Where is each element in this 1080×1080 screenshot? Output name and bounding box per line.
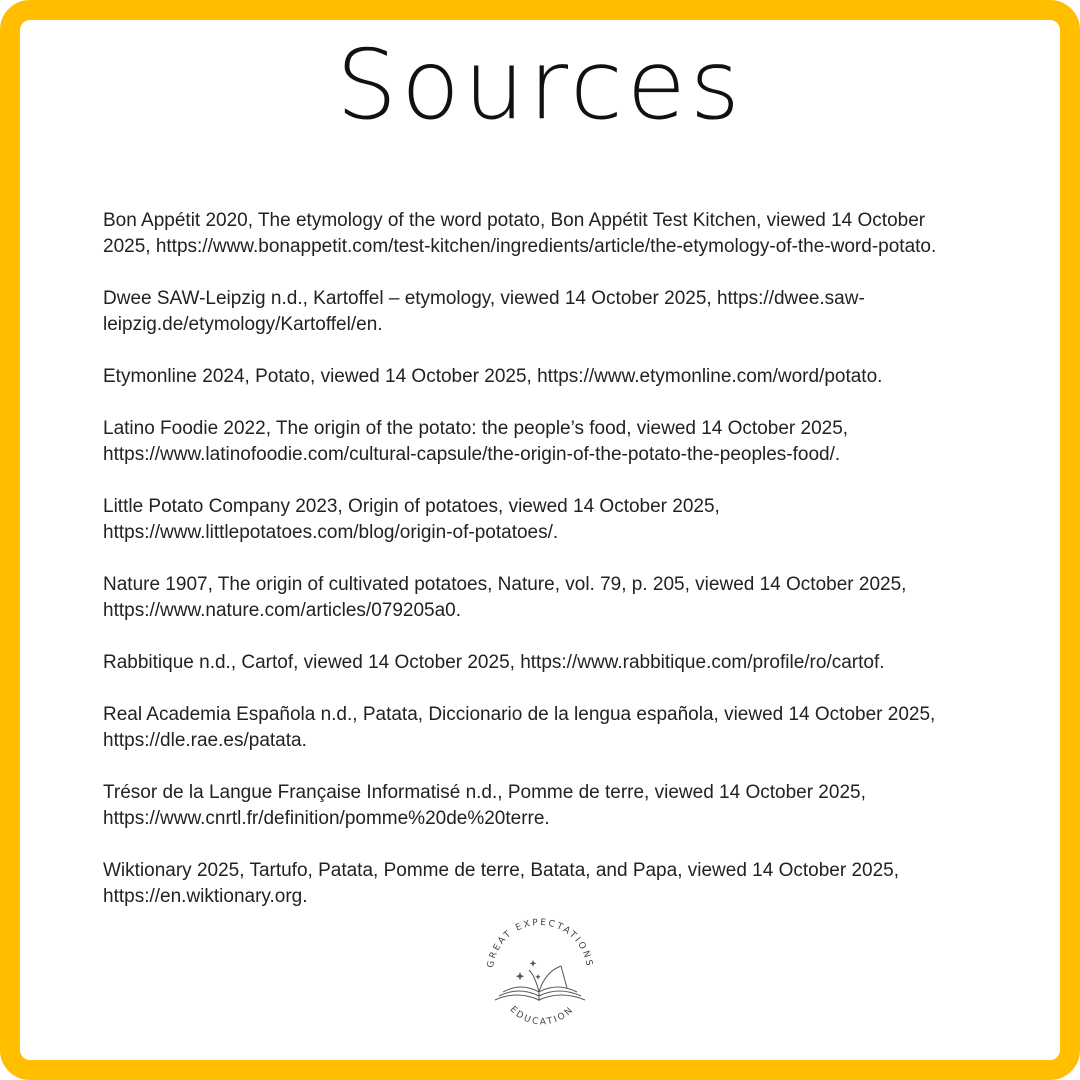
source-item: Rabbitique n.d., Cartof, viewed 14 October 2025, https://www.rabbitique.com/profile/ro/cartof.: [103, 652, 885, 673]
source-item: Etymonline 2024, Potato, viewed 14 October 2025, https://www.etymonline.com/word/potato.: [103, 366, 883, 387]
source-item: Nature 1907, The origin of cultivated potatoes, Nature, vol. 79, p. 205, viewed 14 October 2025, https://www.nature.com/articles/079205a0.: [103, 574, 907, 621]
great-expectations-logo: [475, 910, 605, 1040]
page-title: Sources: [336, 29, 744, 141]
source-item: Trésor de la Langue Française Informatisé n.d., Pomme de terre, viewed 14 October 2025, https://www.cnrtl.fr/definition/pomme%20de%20terre.: [103, 782, 866, 829]
source-item: Wiktionary 2025, Tartufo, Patata, Pomme de terre, Batata, and Papa, viewed 14 October 2025, https://en.wiktionary.org.: [103, 860, 899, 907]
source-item: Bon Appétit 2020, The etymology of the word potato, Bon Appétit Test Kitchen, viewed 14 October 2025, https://www.bonappetit.com/test-kitchen/ingredients/article/the-etymology-of-the-word-potato.: [103, 210, 937, 257]
sparkle-icon: [516, 960, 541, 980]
source-item: Real Academia Española n.d., Patata, Diccionario de la lengua española, viewed 14 October 2025, https://dle.rae.es/patata.: [103, 704, 936, 751]
source-item: Little Potato Company 2023, Origin of potatoes, viewed 14 October 2025, https://www.littlepotatoes.com/blog/origin-of-potatoes/.: [103, 496, 720, 543]
logo-bottom-text: EDUCATION: [507, 1004, 577, 1028]
source-item: Dwee SAW-Leipzig n.d., Kartoffel – etymology, viewed 14 October 2025, https://dwee.saw-leipzig.de/etymology/Kartoffel/en.: [103, 288, 865, 335]
logo-top-text: GREAT EXPECTATIONS: [486, 917, 594, 969]
sources-list: [103, 208, 973, 936]
open-book-icon: [495, 966, 585, 1001]
source-item: Latino Foodie 2022, The origin of the potato: the people’s food, viewed 14 October 2025, https://www.latinofoodie.com/cultural-capsule/the-origin-of-the-potato-the-peoples-food/.: [103, 418, 849, 465]
